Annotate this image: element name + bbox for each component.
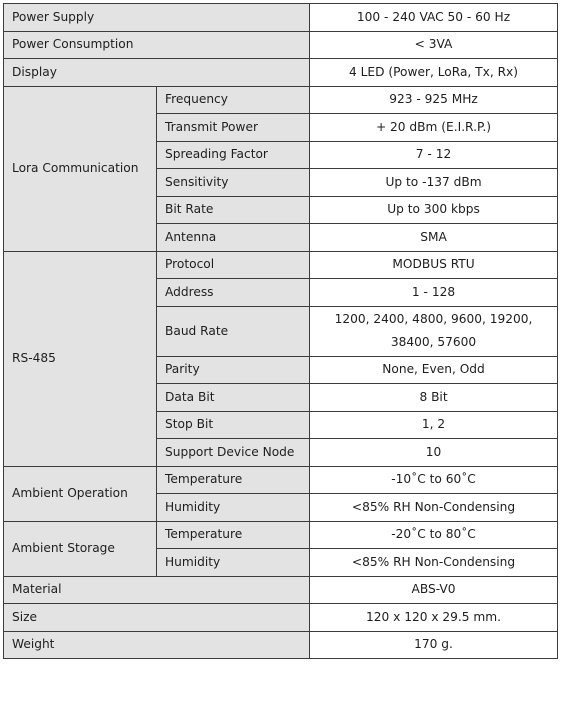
- row-label: Antenna: [157, 224, 310, 252]
- row-value: 7 - 12: [310, 141, 558, 169]
- row-value: ABS-V0: [310, 576, 558, 604]
- table-row: [4, 59, 558, 87]
- row-label: Protocol: [157, 251, 310, 279]
- row-label: Frequency: [157, 86, 310, 114]
- row-value: 170 g.: [310, 631, 558, 659]
- table-row: [4, 576, 558, 604]
- row-value: [310, 306, 558, 356]
- group-label-lora: Lora Communication: [4, 86, 157, 251]
- row-label: Transmit Power: [157, 114, 310, 142]
- row-label: Temperature: [157, 466, 310, 494]
- group-label-ambient-storage: Ambient Storage: [4, 521, 157, 576]
- row-value: 923 - 925 MHz: [310, 86, 558, 114]
- row-label: Weight: [4, 631, 310, 659]
- row-label: Baud Rate: [157, 306, 310, 356]
- row-label: Spreading Factor: [157, 141, 310, 169]
- row-label: Power Consumption: [4, 31, 310, 59]
- table-row: [4, 251, 558, 279]
- row-value: 100 - 240 VAC 50 - 60 Hz: [310, 4, 558, 32]
- row-value: 1, 2: [310, 411, 558, 439]
- row-value: MODBUS RTU: [310, 251, 558, 279]
- row-label: Power Supply: [4, 4, 310, 32]
- table-row: [4, 31, 558, 59]
- row-value: SMA: [310, 224, 558, 252]
- spec-table: [3, 3, 558, 659]
- table-row: [4, 631, 558, 659]
- row-value: <85% RH Non-Condensing: [310, 549, 558, 577]
- table-row: [4, 466, 558, 494]
- row-value: < 3VA: [310, 31, 558, 59]
- row-value: 1 - 128: [310, 279, 558, 307]
- baud-rate-line-1: 1200, 2400, 4800, 9600, 19200,: [334, 312, 533, 326]
- row-value: + 20 dBm (E.I.R.P.): [310, 114, 558, 142]
- row-value: Up to -137 dBm: [310, 169, 558, 197]
- table-row: [4, 604, 558, 632]
- row-label: Data Bit: [157, 384, 310, 412]
- row-label: Size: [4, 604, 310, 632]
- baud-rate-line-2: 38400, 57600: [390, 335, 477, 349]
- group-label-ambient-operation: Ambient Operation: [4, 466, 157, 521]
- row-label: Display: [4, 59, 310, 87]
- row-label: Temperature: [157, 521, 310, 549]
- row-value: 10: [310, 439, 558, 467]
- row-label: Material: [4, 576, 310, 604]
- row-value: None, Even, Odd: [310, 356, 558, 384]
- row-value: <85% RH Non-Condensing: [310, 494, 558, 522]
- row-value: 120 x 120 x 29.5 mm.: [310, 604, 558, 632]
- row-label: Sensitivity: [157, 169, 310, 197]
- row-value: 4 LED (Power, LoRa, Tx, Rx): [310, 59, 558, 87]
- row-label: Stop Bit: [157, 411, 310, 439]
- row-value: Up to 300 kbps: [310, 196, 558, 224]
- row-label: Parity: [157, 356, 310, 384]
- table-row: [4, 4, 558, 32]
- row-value: -20˚C to 80˚C: [310, 521, 558, 549]
- table-row: [4, 521, 558, 549]
- row-label: Address: [157, 279, 310, 307]
- table-row: [4, 86, 558, 114]
- row-value: -10˚C to 60˚C: [310, 466, 558, 494]
- row-label: Humidity: [157, 494, 310, 522]
- row-value: 8 Bit: [310, 384, 558, 412]
- row-label: Support Device Node: [157, 439, 310, 467]
- row-label: Humidity: [157, 549, 310, 577]
- row-label: Bit Rate: [157, 196, 310, 224]
- group-label-rs485: RS-485: [4, 251, 157, 466]
